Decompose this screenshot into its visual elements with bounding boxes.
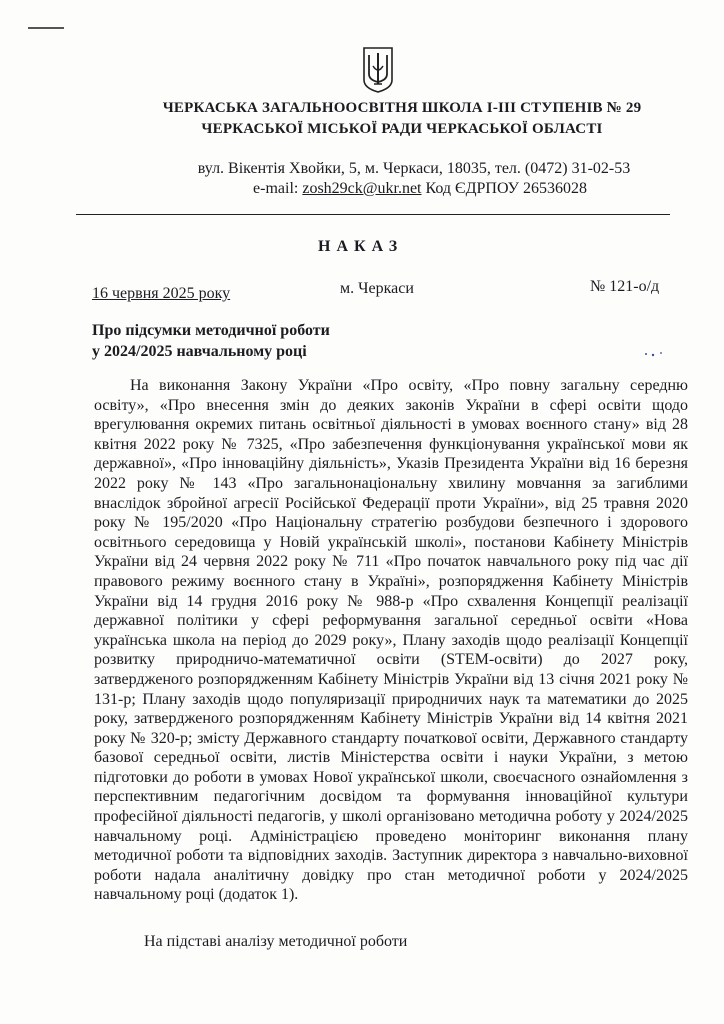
- school-name-line2: ЧЕРКАСЬКОЇ МІСЬКОЇ РАДИ ЧЕРКАСЬКОЇ ОБЛАСТІ: [201, 121, 603, 137]
- school-address: вул. Вікентія Хвойки, 5, м. Черкаси, 18035, тел. (0472) 31-02-53: [197, 160, 631, 177]
- order-date: 16 червня 2025 року: [92, 285, 231, 302]
- order-city: м. Черкаси: [340, 280, 414, 297]
- document-title: НАКАЗ: [318, 238, 404, 255]
- trident-icon: [361, 44, 395, 94]
- order-body-paragraph-2: На підставі аналізу методичної роботи: [144, 933, 408, 950]
- school-name-line1: ЧЕРКАСЬКА ЗАГАЛЬНООСВІТНЯ ШКОЛА І-ІІІ СТУПЕНІВ № 29: [162, 100, 642, 116]
- order-subject-line2: у 2024/2025 навчальному році: [92, 343, 307, 360]
- email-label: e-mail:: [253, 180, 303, 197]
- header-divider: [76, 214, 670, 215]
- margin-mark: [28, 27, 64, 29]
- contact-line: [58, 180, 724, 198]
- email-link[interactable]: zosh29ck@ukr.net: [302, 180, 422, 197]
- edrpou-code: Код ЄДРПОУ 26536028: [421, 180, 587, 197]
- order-number: № 121-о/д: [590, 278, 660, 295]
- order-subject-line1: Про підсумки методичної роботи: [92, 322, 330, 339]
- order-body-paragraph: На виконання Закону України «Про освіту, «Про повну загальну середню освіту», «Про внесення змін до деяких законів України в сфері освіти щодо врегулювання окремих питань освітньої діяльності в умовах воєнного стану» від 28 квітня 2022 року № 7325, «Про забезпечення функціонування української мови як державної», «Про інноваційну діяльність», Указів Президента України від 16 березня 2022 року № 143 «Про загальнонаціональну хвилину мовчання за загиблими внаслідок збройної агресії Російської Федерації проти України», від 25 травня 2020 року № 195/2020 «Про Національну стратегію розбудови безпечного і здорового освітнього середовища у Новій українській школі», постанови Кабінету Міністрів України від 24 червня 2022 року № 711 «Про початок навчального року під час дії правового режиму воєнного стану в Україні», розпорядження Кабінету Міністрів України від 14 грудня 2016 року № 988-р «Про схвалення Концепції реалізації державної політики у сфері реформування загальної середньої освіти «Нова українська школа на період до 2029 року», Плану заходів щодо реалізації Концепції розвитку природничо-математичної освіти (STEM-освіти) до 2027 року, затвердженого розпорядженням Кабінету Міністрів України від 13 січня 2021 року № 131-р; Плану заходів щодо популяризації природничих наук та математики до 2025 року, затвердженого розпорядженням Кабінету Міністрів України від 14 квітня 2021 року № 320-р; змісту Державного стандарту початкової освіти, Державного стандарту базової середньої освіти, листів Міністерства освіти і науки України, з метою підготовки до роботи в умовах Нової української школи, своєчасного ознайомлення з перспективним педагогічним досвідом та формування інноваційної культури професійної діяльності педагогів, у школі організовано методична роботу у 2024/2025 навчальному році. Адміністрацією проведено моніторинг виконання плану методичної роботи та відповідних заходів. Заступник директора з навчально-виховної роботи надала аналітичну довідку про стан методичної роботи у 2024/2025 навчальному році (додаток 1).: [94, 377, 688, 904]
- scan-speck: [642, 351, 666, 357]
